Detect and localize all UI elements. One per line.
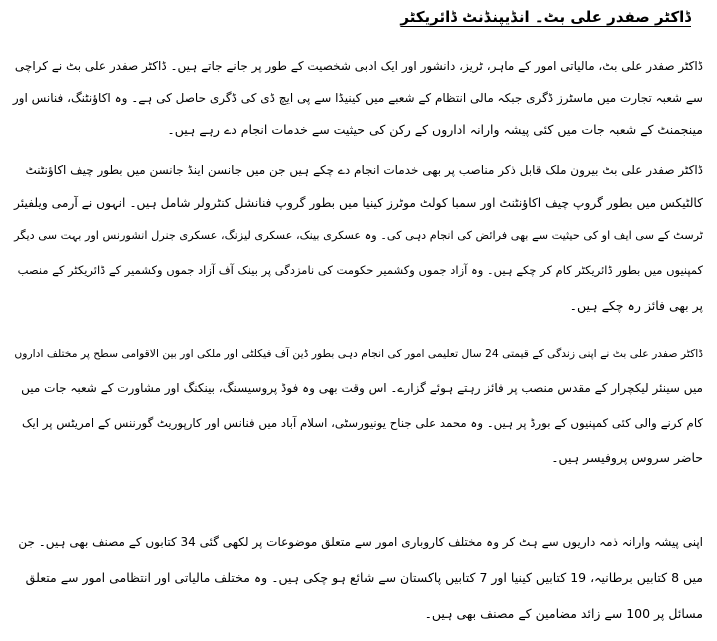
- paragraph-1-line-1: ڈاکٹر صفدر علی بٹ، مالیاتی امور کے ماہر، ٹریز، دانشور اور ایک ادبی شخصیت کے طور پر جانے جاتے ہیں۔ ڈاکٹر صفدر علی بٹ نے کراچی: [14, 59, 703, 73]
- paragraph-2-line-2: کالٹیکس میں بطور گروپ چیف اکاؤنٹنٹ اور سمبا کولٹ موٹرز کینیا میں بطور گروپ فنانشل کنٹرولر شامل ہیں۔ انہوں نے آرمی ویلفیئر: [14, 196, 703, 210]
- document-heading: ڈاکٹر صفدر علی بٹ۔ انڈیپنڈنٹ ڈائریکٹر: [400, 8, 691, 26]
- paragraph-1-line-3: مینجمنٹ کے شعبہ جات میں کئی پیشہ وارانہ اداروں کے رکن کی حیثیت سے خدمات انجام دے رہے ہیں۔: [167, 122, 703, 137]
- paragraph-3-line-3: کام کرنے والی کئی کمپنیوں کے بورڈ پر ہیں۔ وہ محمد علی جناح یونیورسٹی، اسلام آباد میں فنانس اور کارپوریٹ گورننس کے امریٹس پر ایک: [21, 416, 703, 430]
- paragraph-2-line-4: کمپنیوں میں بطور ڈائریکٹر کام کر چکے ہیں۔ وہ آزاد جموں وکشمیر حکومت کی نامزدگی پر بینک آف آزاد جموں وکشمیر کے ڈائریکٹر کے منصب: [17, 263, 703, 277]
- paragraph-4-line-3: مسائل پر 100 سے زائد مضامین کے مصنف بھی ہیں۔: [424, 606, 703, 621]
- paragraph-2-line-3: ٹرسٹ کے سی ایف او کی حیثیت سے بھی فرائض کی انجام دہی کی۔ وہ عسکری بینک، عسکری لیزنگ، عسکری جنرل انشورنس اور بہت سی دیگر: [14, 229, 703, 242]
- paragraph-1-line-2: سے شعبہ تجارت میں ماسٹرز ڈگری جبکہ مالی انتظام کے شعبے میں کینیڈا سے پی ایچ ڈی کی ڈگری حاصل کی ہے۔ وہ اکاؤنٹنگ، فنانس اور: [12, 91, 703, 105]
- paragraph-4-line-2: میں 8 کتابیں برطانیہ، 19 کتابیں کینیا اور 7 کتابیں پاکستان سے شائع ہو چکی ہیں۔ وہ مختلف مالیاتی اور انتظامی امور سے متعلق: [25, 570, 703, 585]
- paragraph-2-line-1: ڈاکٹر صفدر علی بٹ بیرون ملک قابل ذکر مناصب پر بھی خدمات انجام دے چکے ہیں جن میں جانسن اینڈ جانسن میں بطور چیف اکاؤنٹنٹ: [25, 163, 703, 177]
- paragraph-3-line-4: حاضر سروس پروفیسر ہیں۔: [551, 450, 703, 465]
- paragraph-4-line-1: اپنی پیشہ وارانہ ذمہ داریوں سے ہٹ کر وہ مختلف کاروباری امور سے متعلق موضوعات پر لکھی گئی 34 کتابوں کے مصنف بھی ہیں۔ جن: [18, 535, 703, 549]
- paragraph-3-line-2: میں سینئر لیکچرار کے مقدس منصب پر فائز رہتے ہوئے گزارے۔ اس وقت بھی وہ فوڈ پروسیسنگ، بینکنگ اور مشاورت کے شعبہ جات میں: [21, 381, 703, 395]
- paragraph-3-line-1: ڈاکٹر صفدر علی بٹ نے اپنی زندگی کے قیمتی 24 سال تعلیمی امور کی انجام دہی بطور ڈین آف فیکلٹی اور ملکی اور بین الاقوامی سطح پر مختلف اداروں: [14, 347, 703, 360]
- paragraph-2-line-5: پر بھی فائز رہ چکے ہیں۔: [569, 298, 703, 313]
